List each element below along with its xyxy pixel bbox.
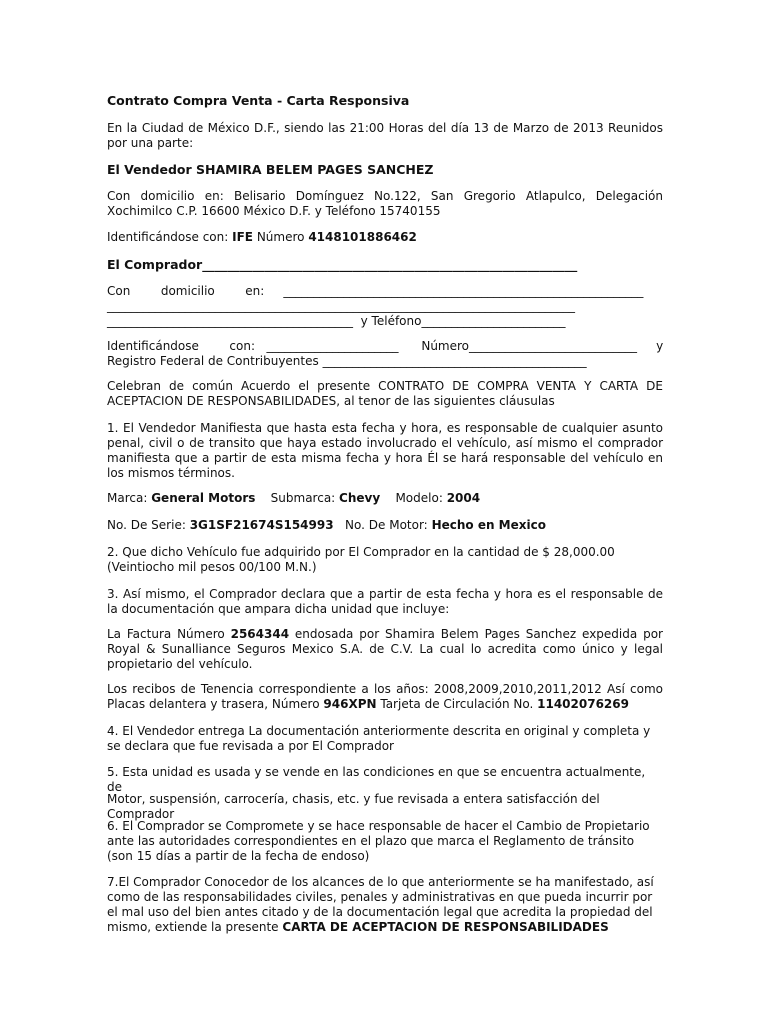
clause-5: 5. Esta unidad es usada y se vende en las condiciones en que se encuentra actualmente, de <box>107 765 646 794</box>
seller-id-type: IFE <box>232 230 253 244</box>
submark-label: Submarca: <box>270 491 336 505</box>
seller-address: Con domicilio en: Belisario Domínguez No.122, San Gregorio Atlapulco, Delegación Xochimilco C.P. 16600 México D.F. y Teléfono 15740155 <box>107 189 663 218</box>
clause-7 <box>107 875 663 935</box>
buyer-id-number-blank: ____________________________ <box>469 339 638 353</box>
buyer-name-blank: ____________________________________________________________ <box>202 257 578 272</box>
intro-paragraph: En la Ciudad de México D.F., siendo las 21:00 Horas del día 13 de Marzo de 2013 Reunidos por una parte: <box>107 121 663 150</box>
vehicle-serial-line <box>107 518 663 533</box>
seller-id-number-label: Número <box>256 230 305 244</box>
invoice-pre: La Factura Número <box>107 627 225 641</box>
buyer-id-blank: ______________________ <box>266 339 399 353</box>
invoice-paragraph <box>107 627 663 672</box>
seller-id-label: Identificándose con: <box>107 230 229 244</box>
clause-3: 3. Así mismo, el Comprador declara que a partir de esta fecha y hora es el responsable de la documentación que ampara dicha unidad que incluye: <box>107 587 663 616</box>
invoice-post: endosada por Shamira Belem Pages Sanchez expedida por Royal & Sunalliance Seguros Mexico S.A. de C.V. La cual lo acredita como único y legal propietario del vehículo. <box>107 627 663 671</box>
plates-number: 946XPN <box>323 697 377 711</box>
clause-1: 1. El Vendedor Manifiesta que hasta esta fecha y hora, es responsable de cualquier asunto penal, civil o de transito que haya estado involucrado el vehículo, así mismo el comprador manifiesta que a partir de esta misma fecha y hora Él se hará responsable del vehículo en los mismos términos. <box>107 421 663 480</box>
motor-value: Hecho en Mexico <box>431 518 546 532</box>
seller-heading <box>107 162 663 177</box>
seller-identification <box>107 230 663 245</box>
buyer-address-block <box>107 284 663 329</box>
clause-4: 4. El Vendedor entrega La documentación anteriormente descrita en original y completa y se declara que fue revisada a por El Comprador <box>107 724 651 753</box>
invoice-number: 2564344 <box>230 627 290 641</box>
buyer-phone-label: y Teléfono <box>360 314 422 328</box>
buyer-label: El Comprador <box>107 257 203 272</box>
circulation-card-label: Tarjeta de Circulación No. <box>380 697 534 711</box>
serial-value: 3G1SF21674S154993 <box>189 518 334 532</box>
brand-label: Marca: <box>107 491 148 505</box>
motor-label: No. De Motor: <box>345 518 428 532</box>
buyer-address-blank-1: ____________________________________________________________ <box>283 284 644 298</box>
circulation-card-number: 11402076269 <box>537 697 629 711</box>
agreement-paragraph: Celebran de común Acuerdo el presente CONTRATO DE COMPRA VENTA Y CARTA DE ACEPTACION DE RESPONSABILIDADES, al tenor de las siguientes cláusulas <box>107 379 663 408</box>
seller-name: SHAMIRA BELEM PAGES SANCHEZ <box>196 162 434 177</box>
seller-label: El Vendedor <box>107 162 192 177</box>
document-title: Contrato Compra Venta - Carta Responsiva <box>107 93 410 108</box>
clause-2: 2. Que dicho Vehículo fue adquirido por El Comprador en la cantidad de $ 28,000.00 (Veintiocho mil pesos 00/100 M.N.) <box>107 545 615 574</box>
buyer-address-blank-3: _________________________________________ <box>107 314 353 328</box>
buyer-rfc-label: Registro Federal de Contribuyentes <box>107 354 319 368</box>
buyer-phone-blank: ________________________ <box>421 314 566 328</box>
clause-7-text: 7.El Comprador Conocedor de los alcances de lo que anteriormente se ha manifestado, así como de las responsabilidades civiles, penales y administrativas en que pueda incurrir por el mal uso del bien antes citado y de la documentación legal que acredita la propiedad del mismo, extiende la presente <box>107 875 654 934</box>
buyer-id-y: y <box>656 339 664 353</box>
buyer-rfc-blank: ____________________________________________ <box>322 354 587 368</box>
model-value: 2004 <box>446 491 481 505</box>
receipts-paragraph <box>107 682 663 712</box>
buyer-heading <box>107 257 663 272</box>
buyer-identification-block <box>107 339 663 369</box>
buyer-id-number-label: Número <box>421 339 470 353</box>
clause-5-continued: Motor, suspensión, carrocería, chasis, etc. y fue revisada a entera satisfacción del Comprador <box>107 792 600 821</box>
submark-value: Chevy <box>339 491 381 505</box>
model-label: Modelo: <box>395 491 443 505</box>
buyer-address-label: Con domicilio en: <box>107 284 265 298</box>
clause-7-bold: CARTA DE ACEPTACION DE RESPONSABILIDADES <box>282 920 609 934</box>
vehicle-brand-line <box>107 491 663 506</box>
receipts-pre: Los recibos de Tenencia correspondiente a los años: 2008,2009,2010,2011,2012 Así como Placas delantera y trasera, Número <box>107 682 663 711</box>
seller-id-number: 4148101886462 <box>308 230 417 244</box>
serial-label: No. De Serie: <box>107 518 186 532</box>
clause-6: 6. El Comprador se Compromete y se hace responsable de hacer el Cambio de Propietario ante las autoridades correspondientes en el plazo que marca el Reglamento de tránsito (son 15 días a partir de la fecha de endoso) <box>107 819 650 863</box>
buyer-address-blank-2: ______________________________________________________________________________ <box>107 299 575 313</box>
brand-value: General Motors <box>151 491 256 505</box>
buyer-id-label: Identificándose con: <box>107 339 255 353</box>
